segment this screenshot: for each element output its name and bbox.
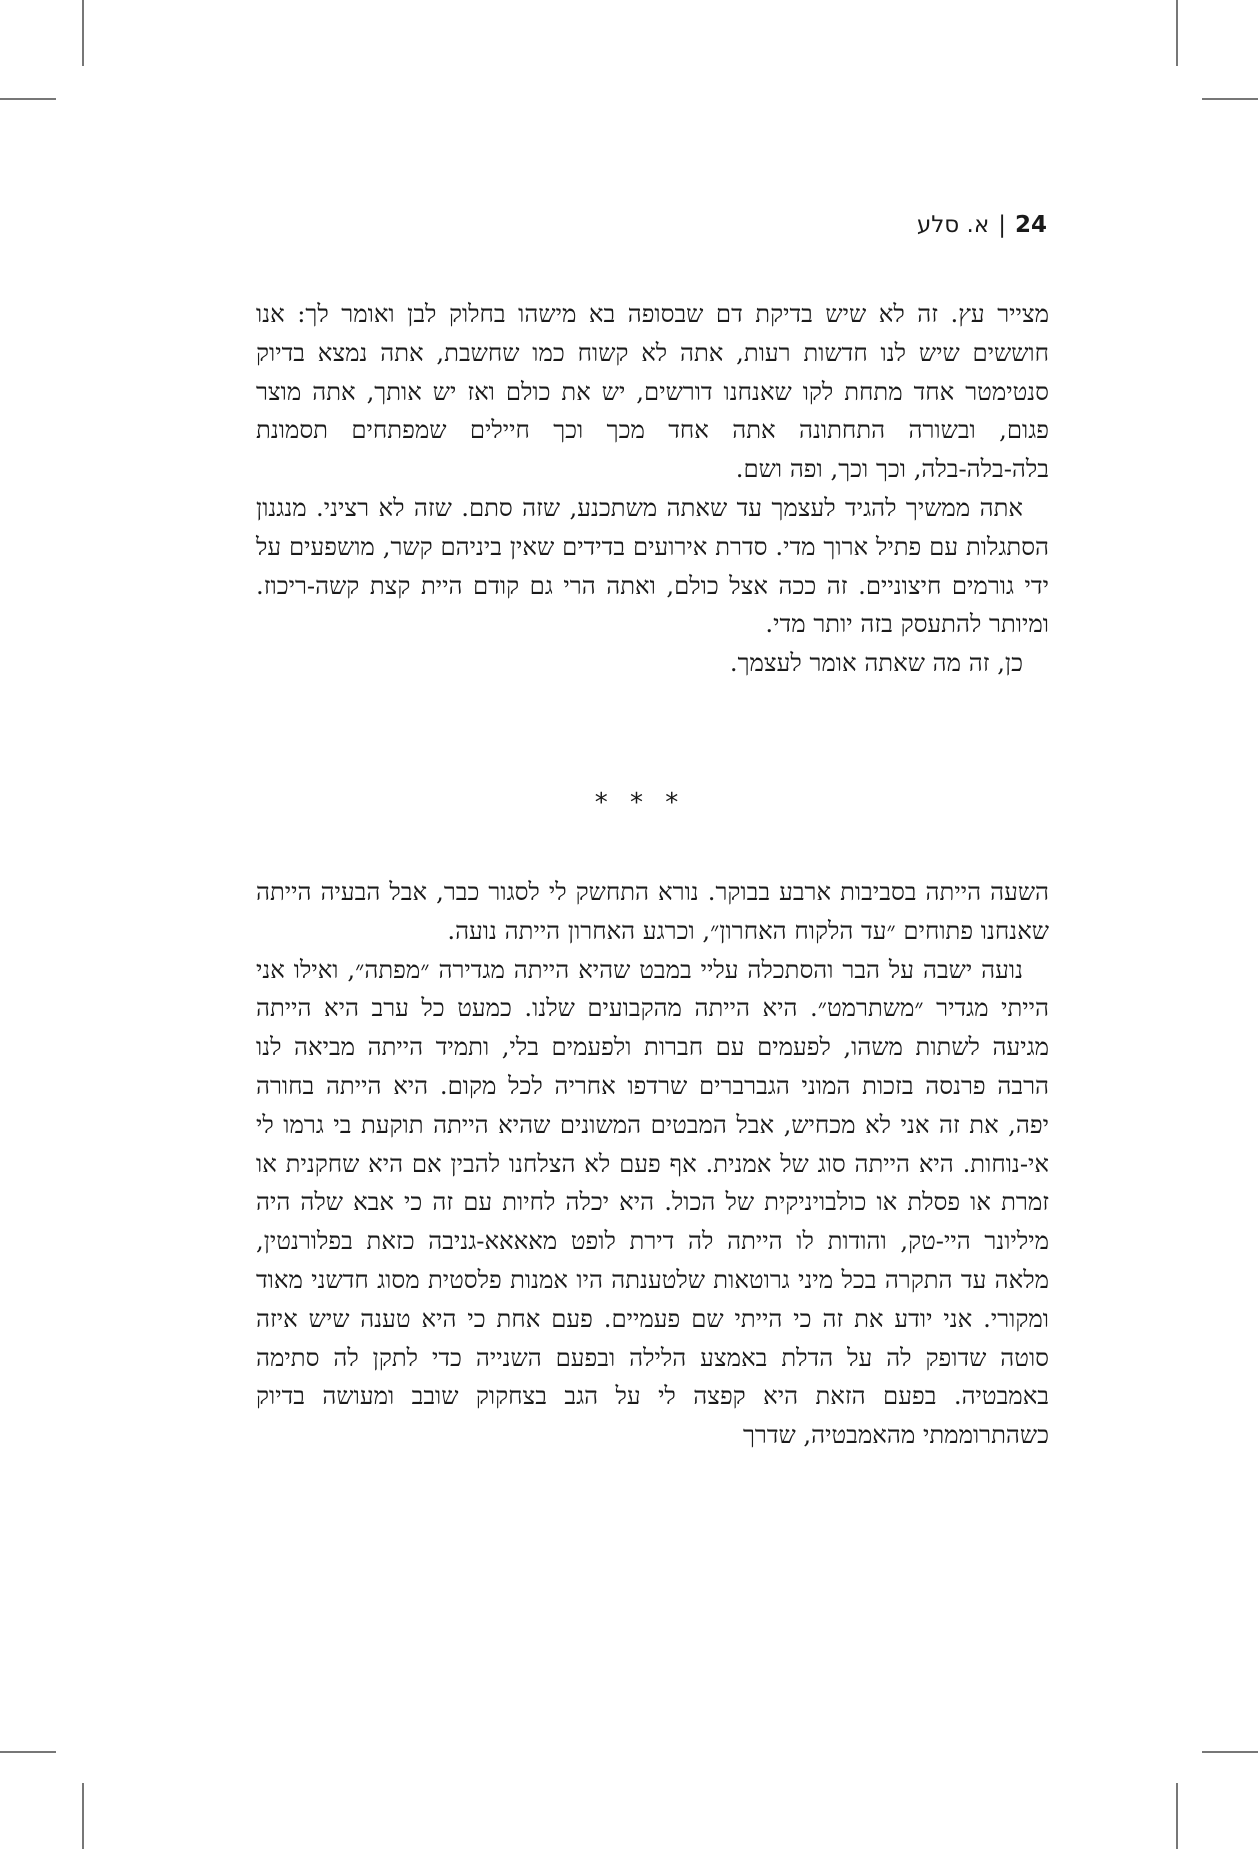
scene-break: * * * [594,788,686,818]
paragraph: כן, זה מה שאתה אומר לעצמך. [729,648,1023,678]
paragraph: נועה ישבה על הבר והסתכלה עליי במבט שהיא הייתה מגדירה ״מפתה״, ואילו אני הייתי מגדיר ״משתרמט״. היא הייתה מהקבועים שלנו. כמעט כל ערב היא הייתה מגיעה לשתות משהו, לפעמים עם חברות ולפעמים בלי, ותמיד הייתה מביאה לנו הרבה פרנסה בזכות המוני הגברברים שרדפו אחריה לכל מקום. היא הייתה בחורה יפה, את זה אני לא מכחיש, אבל המבטים המשונים שהיא הייתה תוקעת בי גרמו לי אי-נוחות. היא הייתה סוג של אמנית. אף פעם לא הצלחנו להבין אם היא שחקנית או זמרת או פסלת או כולבויניקית של הכול. היא יכלה לחיות עם זה כי אבא שלה היה מיליונר היי-טק, והודות לו הייתה לה דירת לופט מאאאא-גניבה כזאת בפלורנטין, מלאה עד התקרה בכל מיני גרוטאות שלטענתה היו אמנות פלסטית מסוג חדשני מאוד ומקורי. אני יודע את זה כי הייתי שם פעמיים. פעם אחת כי היא טענה שיש איזה סוטה שדופק לה על הדלת באמצע הלילה ובפעם השנייה כדי לתקן לה סתימה באמבטיה. בפעם הזאת היא קפצה לי על הגב בצחקוק שובב ומעושה בדיוק כשהתרוממתי מהאמבטיה, שדרך [256,954,1049,1450]
page-number: 24 [1014,212,1047,238]
crop-mark-bottom-right-vertical [1176,1783,1178,1849]
paragraph: השעה הייתה בסביבות ארבע בבוקר. נורא התחשק לי לסגור כבר, אבל הבעיה הייתה שאנחנו פתוחים ״עד הלקוח האחרון״, וכרגע האחרון הייתה נועה. [256,877,1049,945]
crop-mark-bottom-left-vertical [82,1783,84,1849]
paragraph: מצייר עץ. זה לא שיש בדיקת דם שבסופה בא מישהו בחלוק לבן ואומר לך: אנו חוששים שיש לנו חדשות רעות, אתה לא קשוח כמו שחשבת, אתה נמצא בדיוק סנטימטר אחד מתחת לקו שאנחנו דורשים, יש את כולם ואז יש אותך, אתה מוצר פגום, ובשורה התחתונה אתה אחד מכך וכך חיילים שמפתחים תסמונת בלה-בלה-בלה, וכך וכך, ופה ושם. [256,299,1049,484]
running-head [700,208,1047,242]
crop-mark-top-left-vertical [82,0,84,66]
text-block-2 [256,873,1049,1455]
author-name: א. סלע [916,212,990,238]
running-head-separator: | [998,212,1006,238]
crop-mark-bottom-left-horizontal [0,1751,56,1753]
crop-mark-top-right-vertical [1176,0,1178,66]
crop-mark-top-right-horizontal [1202,98,1258,100]
crop-mark-top-left-horizontal [0,98,56,100]
text-block-1 [256,295,1049,683]
paragraph: אתה ממשיך להגיד לעצמך עד שאתה משתכנע, שזה סתם. שזה לא רציני. מנגנון הסתגלות עם פתיל ארוך מדי. סדרת אירועים בדידים שאין ביניהם קשר, מושפעים על ידי גורמים חיצוניים. זה ככה אצל כולם, ואתה הרי גם קודם היית קצת קשה-ריכוז. ומיותר להתעסק בזה יותר מדי. [256,492,1049,639]
crop-mark-bottom-right-horizontal [1202,1751,1258,1753]
